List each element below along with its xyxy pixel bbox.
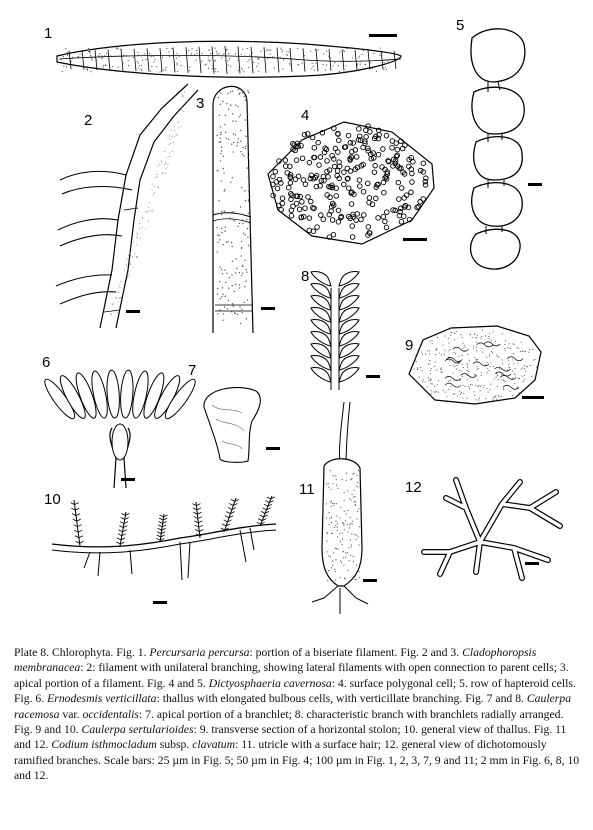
caption-segment: Caulerpa sertularioides <box>81 723 194 737</box>
caption-segment: Codium isthmocladum <box>51 738 157 752</box>
caption-segment: Percursaria percursa <box>149 646 250 659</box>
fig-11-utricle-drawing <box>310 398 370 616</box>
caption-segment: Plate 8. Chlorophyta. Fig. 1. <box>14 646 150 659</box>
fig-9-stolon-section-drawing <box>405 322 545 407</box>
fig-11-number: 11 <box>299 481 315 498</box>
fig-2-number: 2 <box>84 112 93 129</box>
fig-10-thallus-drawing <box>40 480 290 620</box>
fig-7-scale-bar <box>266 447 280 450</box>
fig-2-branching-filament-drawing <box>40 80 210 330</box>
fig-3-apical-filament-drawing <box>205 75 265 335</box>
caption-segment: occidentalis <box>82 707 139 721</box>
fig-6-verticillate-thallus-drawing <box>40 350 200 490</box>
fig-10-number: 10 <box>44 491 61 508</box>
fig-8-branch-with-branchlets-drawing <box>295 268 375 393</box>
fig-8-number: 8 <box>301 268 310 285</box>
fig-4-polygonal-cell-drawing <box>262 118 442 248</box>
caption-segment: : 7. apical portion of a branchlet; 8. characteristic branch with branchlets radially arranged. Fig. 9 and 10. <box>14 707 564 737</box>
caption-segment: Ernodesmis verticillata <box>47 692 157 706</box>
caption-segment: : 9. transverse section of a horizontal stolon; 10. general view of thallus. Fig. 11 and 12. <box>14 723 567 752</box>
caption-segment: : thallus with elongated bulbous cells, with verticillate branching. Fig. 7 and 8. <box>156 692 527 706</box>
fig-6-number: 6 <box>42 354 51 371</box>
plate-caption <box>14 645 580 784</box>
caption-segment: Cladophoropsis membranacea <box>14 646 537 675</box>
caption-segment: clavatum <box>192 738 236 752</box>
fig-4-number: 4 <box>301 107 310 124</box>
fig-1-number: 1 <box>44 25 53 42</box>
fig-7-apical-branchlet-drawing <box>198 385 268 465</box>
caption-segment: : portion of a biseriate filament. Fig. 2 and 3. <box>249 646 463 659</box>
fig-7-number: 7 <box>188 362 197 379</box>
fig-12-dichotomous-branches-drawing <box>410 468 580 588</box>
fig-9-number: 9 <box>405 337 414 354</box>
caption-segment: : 2: filament with unilateral branching, showing lateral filaments with open connection to parent cells; 3. apical portion of a filament. Fig. 4 and 5. <box>14 661 569 690</box>
caption-segment: Dictyosphaeria cavernosa <box>208 676 332 690</box>
fig-12-number: 12 <box>405 479 422 496</box>
caption-segment: subsp. <box>156 738 193 752</box>
fig-3-number: 3 <box>196 95 205 112</box>
caption-segment: : 11. utricle with a surface hair; 12. general view of dichotomously ramified branches. Scale bars: 25 µm in Fig. 5; 50 µm in Fig. 4; 100 µm in Fig. 1, 2, 3, 7, 9 and 11; 2 mm in Fig. 6, 8, 10 and 12. <box>14 738 580 783</box>
fig-5-hapteroid-cells-drawing <box>456 17 538 275</box>
fig-5-number: 5 <box>456 17 465 34</box>
caption-segment: var. <box>59 707 83 721</box>
caption-segment: Caulerpa racemosa <box>14 692 572 721</box>
caption-segment: : 4. surface polygonal cell; 5. row of hapteroid cells. Fig. 6. <box>14 676 576 706</box>
